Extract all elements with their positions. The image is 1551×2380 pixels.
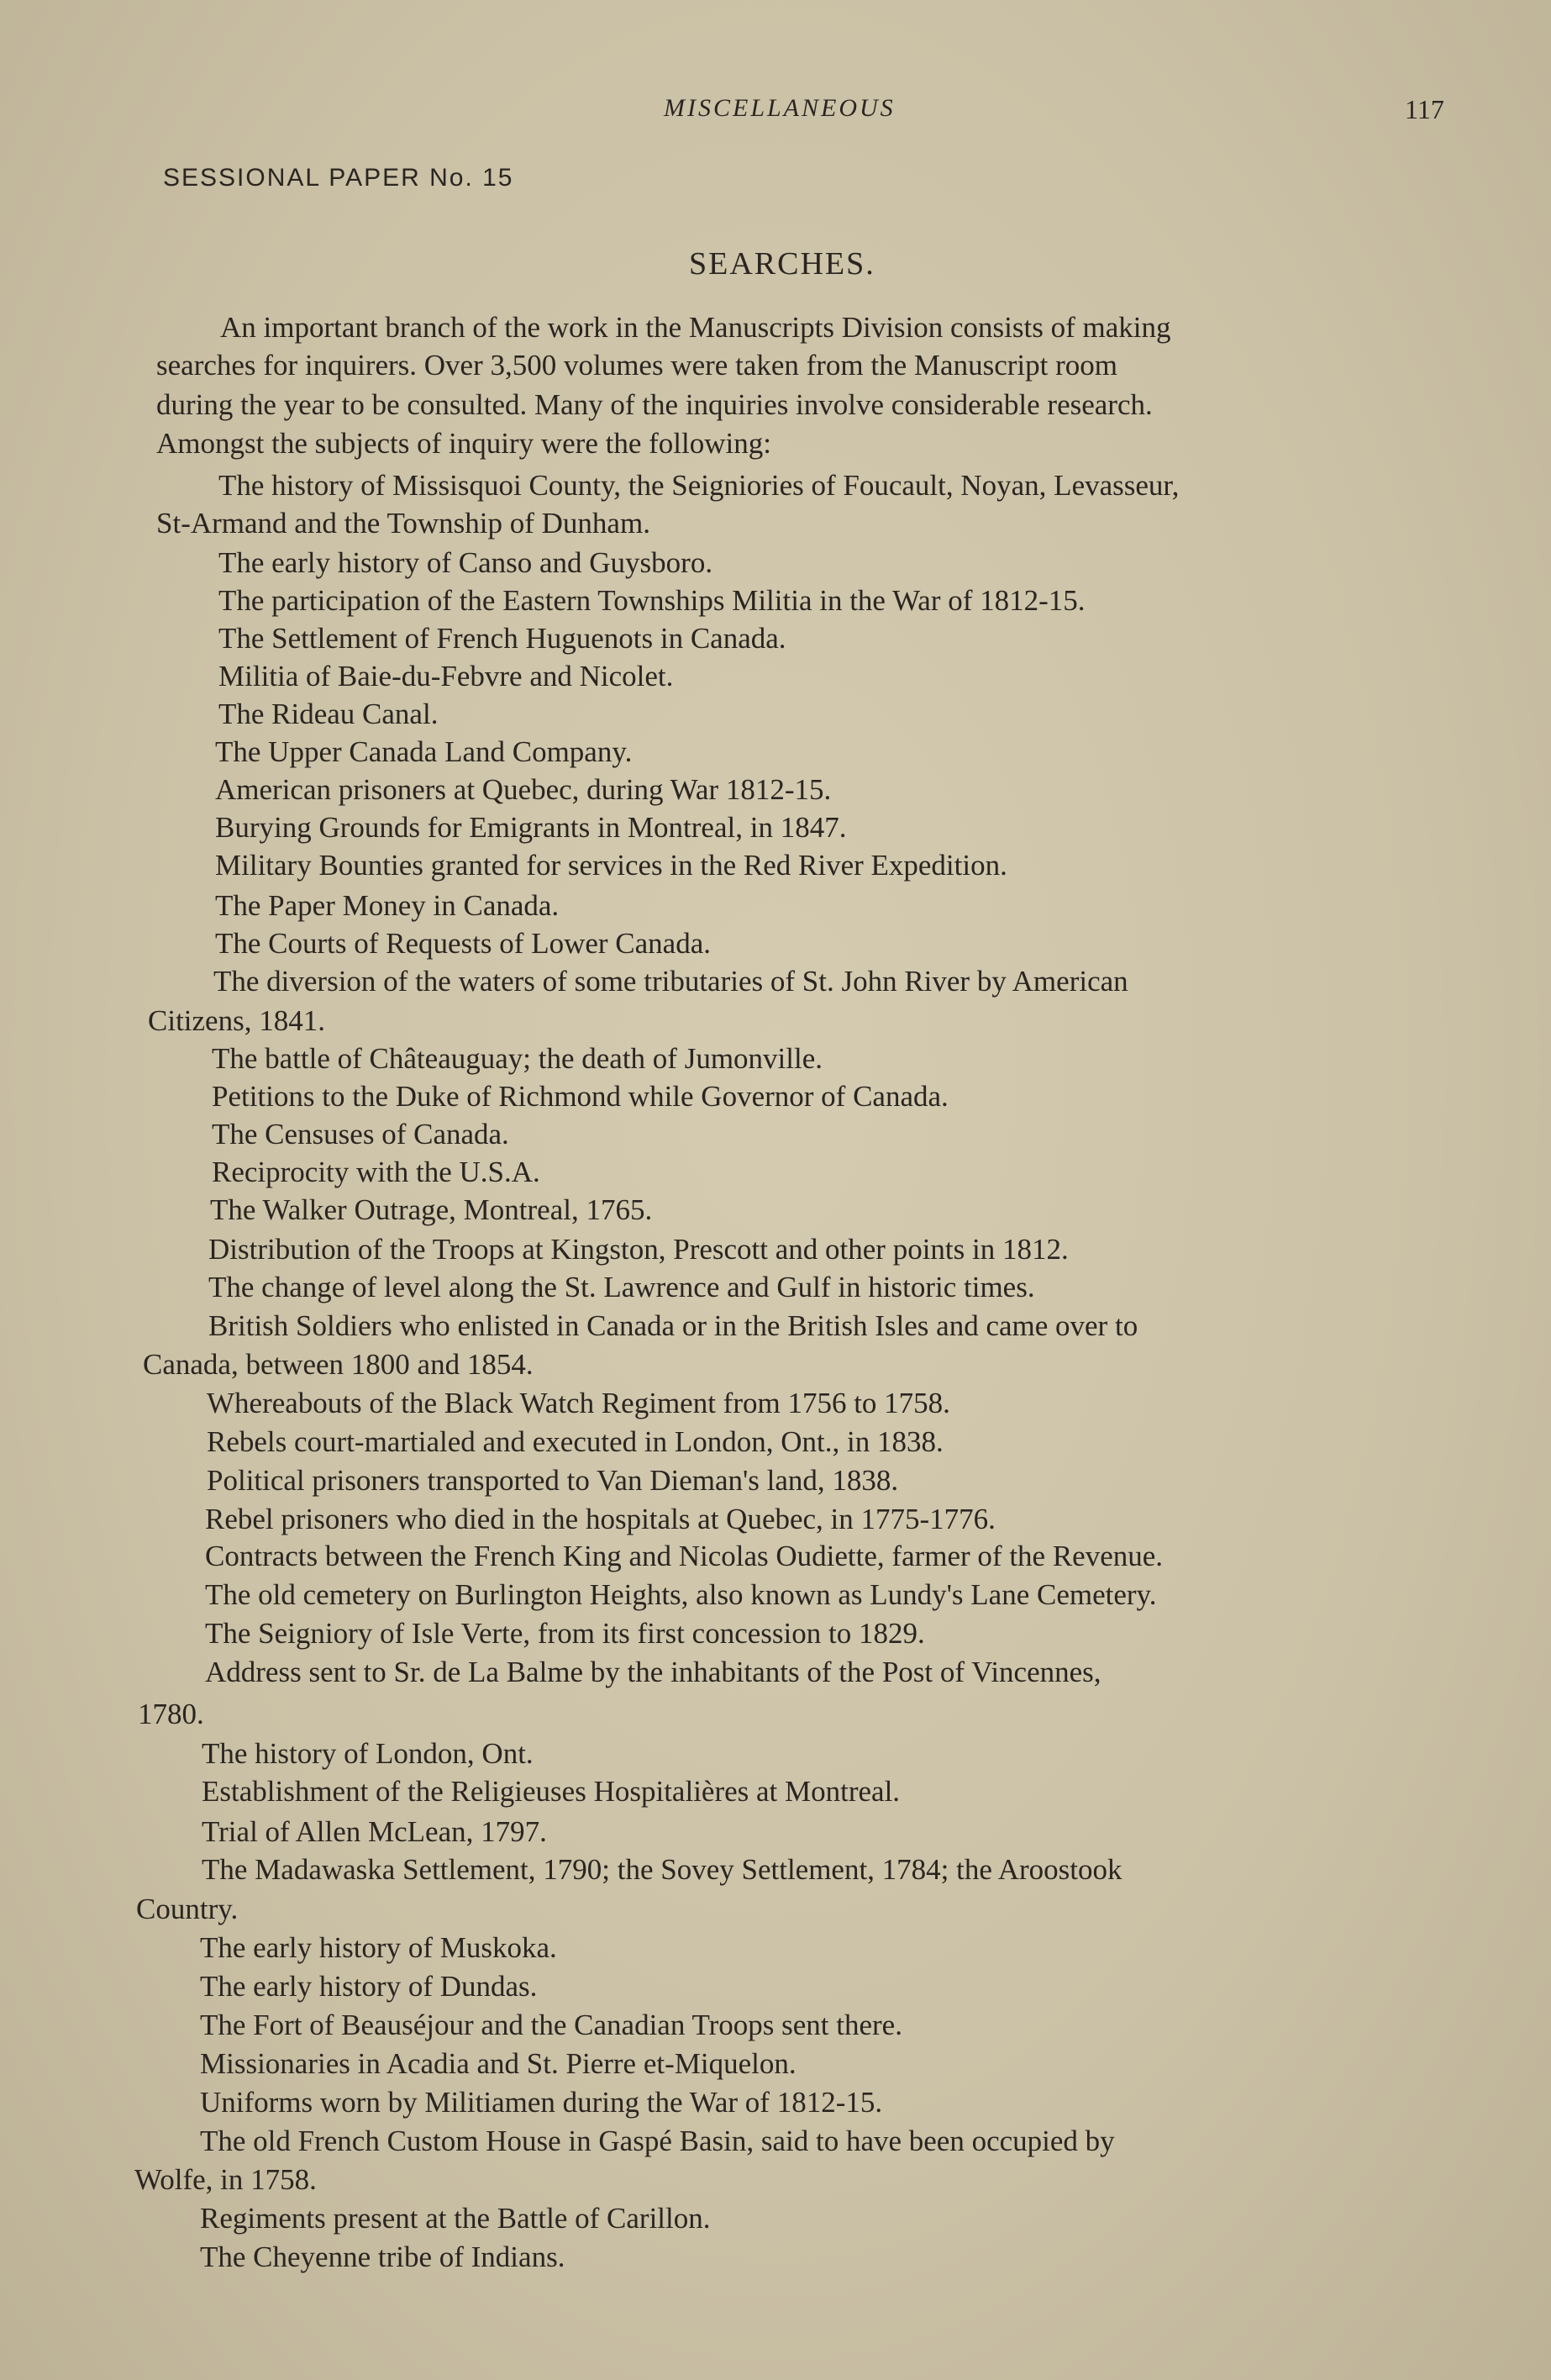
subject-item: Distribution of the Troops at Kingston, Prescott and other points in 1812. — [208, 1233, 1069, 1266]
subject-item-continuation: 1780. — [138, 1698, 204, 1730]
subject-item: The Rideau Canal. — [218, 698, 439, 730]
subject-item: The Paper Money in Canada. — [215, 889, 560, 922]
subject-item: Military Bounties granted for services in the Red River Expedition. — [215, 849, 1007, 882]
subject-item: The change of level along the St. Lawrence and Gulf in historic times. — [208, 1271, 1035, 1303]
subject-item: Contracts between the French King and Nicolas Oudiette, farmer of the Revenue. — [205, 1540, 1164, 1572]
subject-item-continuation: St-Armand and the Township of Dunham. — [156, 507, 650, 540]
subject-item: The Censuses of Canada. — [212, 1118, 509, 1151]
subject-item-continuation: Canada, between 1800 and 1854. — [143, 1348, 534, 1381]
subject-item: American prisoners at Quebec, during War 1812-15. — [215, 773, 832, 806]
subject-item: Missionaries in Acadia and St. Pierre et-Miquelon. — [200, 2047, 797, 2080]
subject-item: Political prisoners transported to Van Dieman's land, 1838. — [207, 1464, 899, 1497]
intro-line: An important branch of the work in the Manuscripts Division consists of making — [220, 311, 1171, 344]
subject-item: Uniforms worn by Militiamen during the War of 1812-15. — [200, 2086, 883, 2119]
subject-item: Reciprocity with the U.S.A. — [212, 1156, 540, 1188]
subject-item: The early history of Muskoka. — [200, 1931, 557, 1964]
subject-item-continuation: Country. — [136, 1893, 239, 1925]
intro-line: searches for inquirers. Over 3,500 volumes were taken from the Manuscript room — [156, 349, 1117, 382]
subject-item: The Madawaska Settlement, 1790; the Sovey Settlement, 1784; the Aroostook — [202, 1853, 1123, 1886]
subject-item: The Seigniory of Isle Verte, from its first concession to 1829. — [205, 1617, 925, 1650]
intro-line: Amongst the subjects of inquiry were the following: — [156, 427, 771, 460]
running-head — [0, 94, 1551, 128]
subject-item: British Soldiers who enlisted in Canada or in the British Isles and came over to — [208, 1309, 1138, 1342]
subject-item: The old French Custom House in Gaspé Basin, said to have been occupied by — [200, 2125, 1115, 2157]
subject-item: The diversion of the waters of some tributaries of St. John River by American — [213, 965, 1128, 998]
subject-item: Address sent to Sr. de La Balme by the inhabitants of the Post of Vincennes, — [205, 1656, 1101, 1688]
subject-item-continuation: Wolfe, in 1758. — [134, 2163, 317, 2196]
subject-item: The history of London, Ont. — [202, 1737, 534, 1770]
intro-line: during the year to be consulted. Many of the inquiries involve considerable research. — [156, 388, 1153, 421]
subject-item: The Cheyenne tribe of Indians. — [200, 2240, 565, 2273]
subject-item: The Fort of Beauséjour and the Canadian Troops sent there. — [200, 2009, 902, 2041]
subject-item: Petitions to the Duke of Richmond while Governor of Canada. — [212, 1080, 949, 1113]
subject-item: The history of Missisquoi County, the Seigniories of Foucault, Noyan, Levasseur, — [218, 469, 1180, 502]
page-number: 117 — [1405, 94, 1444, 124]
subject-item: The early history of Dundas. — [200, 1970, 538, 2003]
subject-item-continuation: Citizens, 1841. — [148, 1004, 325, 1037]
subject-item: The Settlement of French Huguenots in Canada. — [218, 622, 786, 655]
subject-item: The old cemetery on Burlington Heights, also known as Lundy's Lane Cemetery. — [205, 1578, 1157, 1611]
section-title: SEARCHES. — [689, 246, 875, 282]
subject-item: The participation of the Eastern Townships Militia in the War of 1812-15. — [218, 584, 1086, 617]
subject-item: Trial of Allen McLean, 1797. — [202, 1815, 547, 1848]
subject-item: Rebels court-martialed and executed in London, Ont., in 1838. — [207, 1425, 944, 1458]
subject-item: The early history of Canso and Guysboro. — [218, 546, 713, 579]
subject-item: The Courts of Requests of Lower Canada. — [215, 927, 711, 960]
subject-item: Militia of Baie-du-Febvre and Nicolet. — [218, 660, 674, 692]
subject-item: The Walker Outrage, Montreal, 1765. — [210, 1193, 653, 1226]
sessional-paper-label: SESSIONAL PAPER No. 15 — [163, 164, 514, 192]
subject-item: The battle of Châteauguay; the death of Jumonville. — [212, 1042, 823, 1075]
subject-item: Rebel prisoners who died in the hospitals at Quebec, in 1775-1776. — [205, 1503, 996, 1535]
subject-item: Burying Grounds for Emigrants in Montreal, in 1847. — [215, 811, 847, 844]
subject-item: Establishment of the Religieuses Hospitalières at Montreal. — [202, 1775, 901, 1808]
subject-item: Whereabouts of the Black Watch Regiment from 1756 to 1758. — [207, 1387, 950, 1419]
running-title: MISCELLANEOUS — [664, 94, 896, 122]
subject-item: Regiments present at the Battle of Carillon. — [200, 2202, 711, 2235]
subject-item: The Upper Canada Land Company. — [215, 735, 633, 768]
